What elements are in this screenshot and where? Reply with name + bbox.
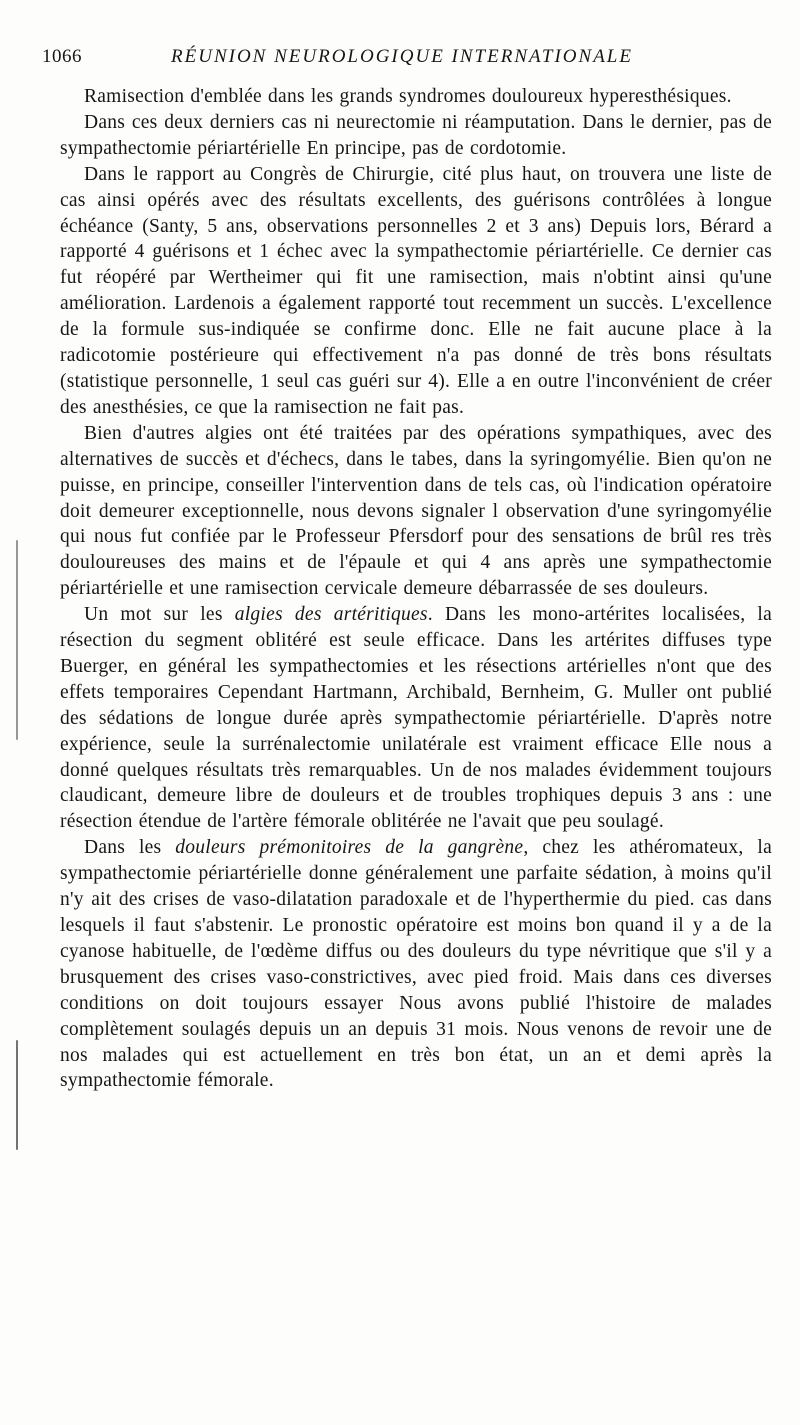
paragraph-p3 <box>60 162 772 421</box>
paragraph-p2 <box>60 110 772 162</box>
paragraph-p6 <box>60 835 772 1094</box>
text-run: , chez les athéromateux, la sympathectomie périartérielle donne généralement une parfaite sédation, à moins qu'il n'y ait des crises de vaso-dilatation paradoxale et de l'hyperthermie du pied. cas dans lesquels il faut s'abstenir. Le pronostic opératoire est moins bon quand il y a de la cyanose habituelle, de l'œdème diffus ou des douleurs du type névritique que s'il y a brusquement des crises vaso-constrictives, avec pied froid. Mais dans ces diverses conditions on doit toujours essayer Nous avons publié l'histoire de malades complètement soulagés depuis un an depuis 31 mois. Nous venons de revoir une de nos malades qui est actuellement en très bon état, un an et demi après la sympathectomie fémorale. <box>60 837 772 1092</box>
text-run: Dans ces deux derniers cas ni neurectomie ni réamputation. Dans le dernier, pas de sympathectomie périartérielle En principe, pas de cordotomie. <box>60 111 772 159</box>
body-text <box>60 84 772 1094</box>
margin-bracket-mark <box>16 1040 18 1150</box>
page-number: 1066 <box>42 46 82 67</box>
italic-phrase: algies des artéritiques <box>234 604 428 626</box>
text-run: Ramisection d'emblée dans les grands syndromes douloureux hyperesthésiques. <box>84 86 732 107</box>
text-run: Un mot sur les <box>84 604 235 626</box>
text-run: . Dans les mono-artérites localisées, la résection du segment oblitéré est seule efficace. Dans les artérites diffuses type Buerger, en général les sympathectomies et les résections artérielles n'ont que des effets temporaires Cependant Hartmann, Archibald, Bernheim, G. Muller ont publié des sédations de longue durée après sympathectomie périartérielle. D'après notre expérience, seule la surrénalectomie unilatérale est vraiment efficace Elle nous a donné quelques résultats très remarquables. Un de nos malades évidemment toujours claudicant, demeure libre de douleurs et de troubles trophiques depuis 3 ans : une résection étendue de l'artère fémorale oblitérée ne l'avait que peu soulagé. <box>60 604 772 833</box>
text-run: Dans les <box>84 837 176 859</box>
paragraph-p1 <box>60 84 772 110</box>
page-header <box>42 46 762 76</box>
text-run: Bien d'autres algies ont été traitées par des opérations sympathiques, avec des alternatives de succès et d'échecs, dans le tabes, dans la syringomyélie. Bien qu'on ne puisse, en principe, conseiller l'intervention dans de tels cas, où l'indication opératoire doit demeurer exceptionnelle, nous devons signaler l observation d'une syringomyélie qui nous fut confiée par le Professeur Pfersdorf pour des sensations de brûl res très douloureuses des mains et de l'épaule et qui 4 ans après une sympathectomie périartérielle et une ramisection cervicale demeure débarrassée de ses douleurs. <box>60 422 772 600</box>
margin-line-mark <box>16 540 18 740</box>
paragraph-p4 <box>60 421 772 602</box>
running-title: RÉUNION NEUROLOGIQUE INTERNATIONALE <box>171 46 633 67</box>
italic-phrase: douleurs prémonitoires de la gangrène <box>175 837 524 859</box>
text-run: Dans le rapport au Congrès de Chirurgie, cité plus haut, on trouvera une liste de cas ainsi opérés avec des résultats excellents, des guérisons contrôlées à longue échéance (Santy, 5 ans, observations personnelles 2 et 3 ans) Depuis lors, Bérard a rapporté 4 guérisons et 1 échec avec la sympathectomie périartérielle. Ce dernier cas fut réopéré par Wertheimer qui fit une ramisection, mais n'obtint ainsi qu'une amélioration. Lardenois a également rapporté tout recemment un succès. L'excellence de la formule sus-indiquée se confirme donc. Elle ne fait aucune place à la radicotomie postérieure qui effectivement n'a pas donné de très bons résultats (statistique personnelle, 1 seul cas guéri sur 4). Elle a en outre l'inconvénient de créer des anesthésies, ce que la ramisection ne fait pas. <box>60 163 772 418</box>
paragraph-p5 <box>60 602 772 835</box>
